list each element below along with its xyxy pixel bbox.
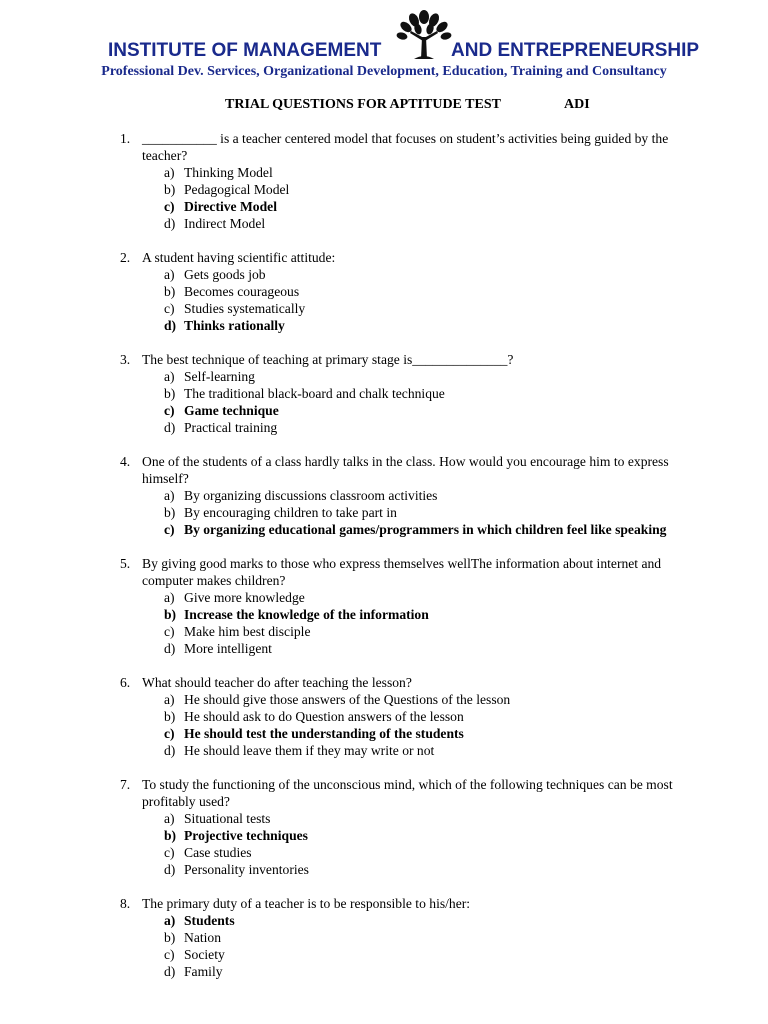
option-text: Case studies	[184, 845, 252, 860]
option-letter: c)	[164, 301, 175, 316]
option-list	[164, 810, 700, 878]
question-header	[120, 130, 700, 164]
question-text: ___________ is a teacher centered model that focuses on student’s activities being guided by the teacher?	[142, 131, 669, 163]
option-letter: c)	[164, 403, 175, 418]
option-letter: d)	[164, 862, 176, 877]
question-number: 1.	[120, 131, 131, 146]
option-letter: c)	[164, 624, 175, 639]
question-item	[120, 895, 700, 980]
option-list	[164, 589, 700, 657]
option-text: Becomes courageous	[184, 284, 300, 299]
option-text: Make him best disciple	[184, 624, 311, 639]
option-list	[164, 266, 700, 334]
answer-option	[164, 946, 700, 963]
option-letter: a)	[164, 913, 176, 928]
option-letter: c)	[164, 845, 175, 860]
option-letter: b)	[164, 607, 177, 622]
answer-option	[164, 742, 700, 759]
option-text: By encouraging children to take part in	[184, 505, 397, 520]
question-number: 6.	[120, 675, 131, 690]
correct-answer-option	[164, 317, 700, 334]
answer-option	[164, 929, 700, 946]
option-letter: b)	[164, 828, 177, 843]
answer-option	[164, 623, 700, 640]
correct-answer-option	[164, 198, 700, 215]
option-letter: c)	[164, 522, 175, 537]
option-letter: d)	[164, 216, 176, 231]
question-number: 3.	[120, 352, 131, 367]
org-name-part2: AND ENTREPRENEURSHIP	[451, 40, 700, 61]
correct-answer-option	[164, 606, 700, 623]
document-tag: ADI	[564, 97, 590, 112]
option-list	[164, 164, 700, 232]
option-text: Family	[184, 964, 223, 979]
option-text: By organizing educational games/programmers in which children feel like speaking	[184, 522, 667, 537]
option-letter: b)	[164, 709, 176, 724]
question-item	[120, 776, 700, 878]
option-text: He should leave them if they may write or not	[184, 743, 435, 758]
answer-option	[164, 266, 700, 283]
org-name-part1: INSTITUTE OF MANAGEMENT	[108, 40, 382, 61]
answer-option	[164, 810, 700, 827]
answer-option	[164, 487, 700, 504]
option-text: Self-learning	[184, 369, 255, 384]
option-text: Situational tests	[184, 811, 271, 826]
answer-option	[164, 283, 700, 300]
option-text: Personality inventories	[184, 862, 309, 877]
question-item	[120, 351, 700, 436]
answer-option	[164, 504, 700, 521]
answer-option	[164, 861, 700, 878]
question-header	[120, 776, 700, 810]
option-letter: d)	[164, 743, 176, 758]
answer-option	[164, 589, 700, 606]
question-number: 5.	[120, 556, 131, 571]
option-text: Gets goods job	[184, 267, 266, 282]
option-letter: c)	[164, 199, 175, 214]
option-text: Nation	[184, 930, 221, 945]
tree-icon	[396, 7, 452, 63]
question-header	[120, 249, 700, 266]
option-letter: b)	[164, 930, 176, 945]
answer-option	[164, 844, 700, 861]
option-letter: b)	[164, 182, 176, 197]
question-text: What should teacher do after teaching the lesson?	[142, 675, 412, 690]
option-text: By organizing discussions classroom activities	[184, 488, 438, 503]
question-number: 7.	[120, 777, 131, 792]
option-list	[164, 368, 700, 436]
question-text: To study the functioning of the unconscious mind, which of the following techniques can be most profitably used?	[142, 777, 673, 809]
option-text: He should ask to do Question answers of the lesson	[184, 709, 464, 724]
question-text: A student having scientific attitude:	[142, 250, 336, 265]
option-text: Pedagogical Model	[184, 182, 290, 197]
question-header	[120, 453, 700, 487]
option-text: Studies systematically	[184, 301, 306, 316]
option-text: Society	[184, 947, 225, 962]
option-text: Thinking Model	[184, 165, 273, 180]
option-text: The traditional black-board and chalk technique	[184, 386, 445, 401]
correct-answer-option	[164, 912, 700, 929]
option-text: Indirect Model	[184, 216, 266, 231]
correct-answer-option	[164, 521, 700, 538]
answer-option	[164, 419, 700, 436]
question-header	[120, 555, 700, 589]
option-text: Directive Model	[184, 199, 277, 214]
question-item	[120, 249, 700, 334]
answer-option	[164, 708, 700, 725]
option-list	[164, 691, 700, 759]
answer-option	[164, 368, 700, 385]
answer-option	[164, 215, 700, 232]
question-header	[120, 895, 700, 912]
option-letter: a)	[164, 811, 175, 826]
option-text: Give more knowledge	[184, 590, 305, 605]
option-letter: c)	[164, 947, 175, 962]
option-letter: b)	[164, 386, 176, 401]
option-letter: d)	[164, 964, 176, 979]
option-letter: d)	[164, 420, 176, 435]
option-text: Thinks rationally	[184, 318, 285, 333]
question-text: The best technique of teaching at primary stage is______________?	[142, 352, 514, 367]
option-letter: b)	[164, 284, 176, 299]
answer-option	[164, 181, 700, 198]
option-text: Practical training	[184, 420, 278, 435]
option-list	[164, 912, 700, 980]
option-text: He should give those answers of the Questions of the lesson	[184, 692, 511, 707]
answer-option	[164, 385, 700, 402]
question-item	[120, 674, 700, 759]
question-list	[120, 130, 700, 997]
option-text: Students	[184, 913, 235, 928]
option-letter: a)	[164, 369, 175, 384]
question-number: 8.	[120, 896, 131, 911]
answer-option	[164, 963, 700, 980]
question-number: 4.	[120, 454, 131, 469]
question-header	[120, 351, 700, 368]
document-title: TRIAL QUESTIONS FOR APTITUDE TEST	[225, 97, 501, 112]
option-letter: a)	[164, 267, 175, 282]
answer-option	[164, 640, 700, 657]
option-text: Projective techniques	[184, 828, 308, 843]
question-number: 2.	[120, 250, 131, 265]
correct-answer-option	[164, 725, 700, 742]
question-text: The primary duty of a teacher is to be responsible to his/her:	[142, 896, 471, 911]
question-text: By giving good marks to those who express themselves wellThe information about internet and computer makes children?	[142, 556, 662, 588]
option-text: Increase the knowledge of the information	[184, 607, 429, 622]
question-item	[120, 555, 700, 657]
option-letter: d)	[164, 641, 176, 656]
option-text: More intelligent	[184, 641, 272, 656]
option-list	[164, 487, 700, 538]
option-letter: a)	[164, 692, 175, 707]
option-letter: d)	[164, 318, 177, 333]
option-letter: a)	[164, 488, 175, 503]
question-header	[120, 674, 700, 691]
question-item	[120, 453, 700, 538]
question-item	[120, 130, 700, 232]
option-letter: b)	[164, 505, 176, 520]
option-letter: a)	[164, 590, 175, 605]
question-text: One of the students of a class hardly talks in the class. How would you encourage him to express himself?	[142, 454, 669, 486]
answer-option	[164, 300, 700, 317]
option-letter: c)	[164, 726, 175, 741]
answer-option	[164, 164, 700, 181]
option-text: He should test the understanding of the students	[184, 726, 464, 741]
option-text: Game technique	[184, 403, 279, 418]
correct-answer-option	[164, 827, 700, 844]
correct-answer-option	[164, 402, 700, 419]
option-letter: a)	[164, 165, 175, 180]
org-subtitle: Professional Dev. Services, Organizational Development, Education, Training and Consultancy	[101, 64, 667, 79]
answer-option	[164, 691, 700, 708]
